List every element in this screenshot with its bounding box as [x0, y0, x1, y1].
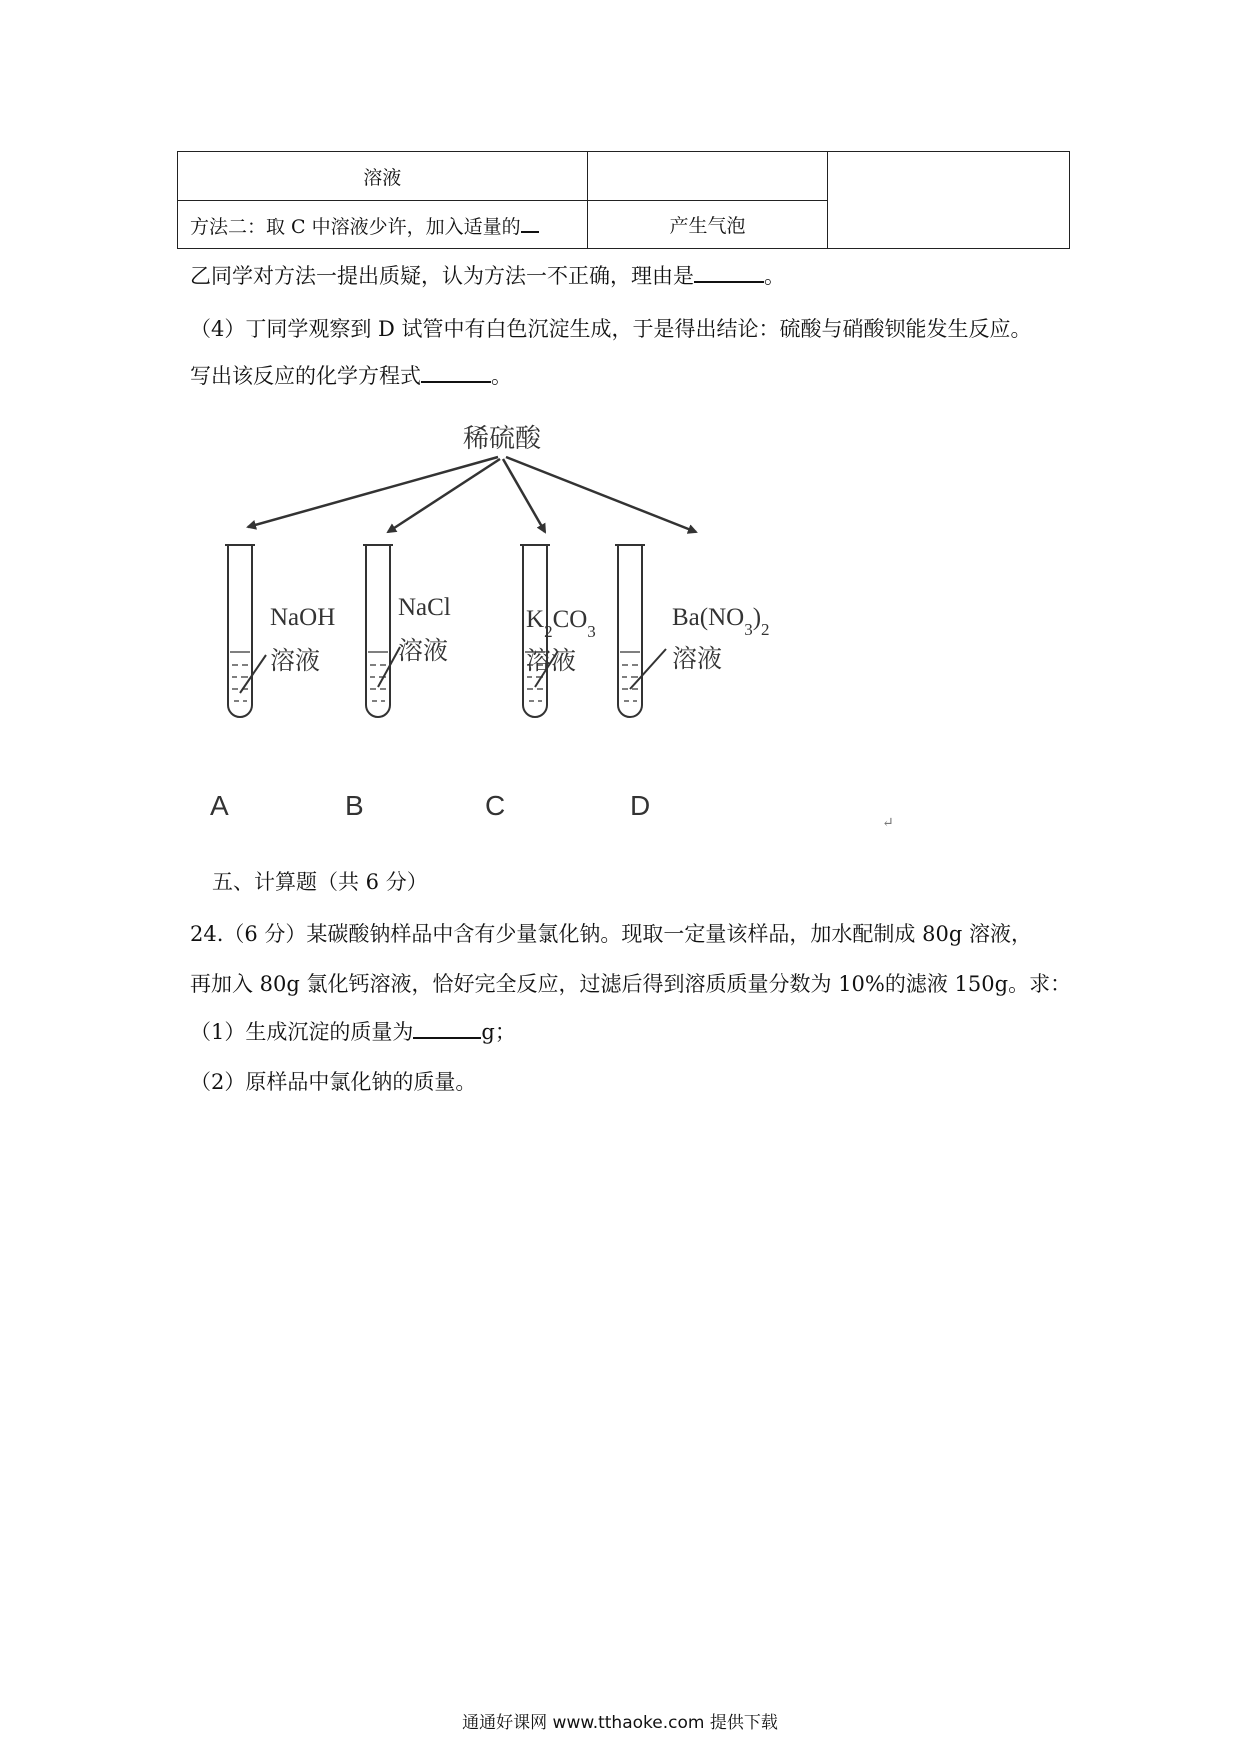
solution-label: 溶液: [398, 638, 449, 665]
solution-label: 溶液: [526, 648, 577, 675]
answer-blank: [694, 261, 764, 283]
test-tube-d: [615, 545, 770, 821]
table-cell: [828, 152, 1070, 249]
reagent-label: $K_2CO_3$: [526, 606, 596, 641]
method-two-text: 方法二：取 C 中溶液少许，加入适量的: [190, 215, 521, 238]
tube-letter: B: [345, 790, 364, 821]
tube-letter: A: [210, 790, 229, 821]
table-row: [178, 152, 1070, 201]
answer-blank: [413, 1017, 481, 1039]
table-cell: 产生气泡: [587, 201, 828, 249]
reagent-label: NaOH: [270, 604, 336, 631]
reagent-label: $Ba(NO_3)_2$: [672, 604, 770, 639]
question-line: [190, 968, 1071, 998]
table-cell: 溶液: [178, 152, 588, 201]
test-tube-c: [485, 545, 596, 821]
question-text: 写出该反应的化学方程式: [190, 364, 421, 388]
arrow-to-d: [506, 457, 696, 532]
stray-return-mark: ↵: [882, 815, 894, 831]
page-footer: 通通好课网 www.tthaoke.com 提供下载: [462, 1713, 778, 1733]
answer-blank: [421, 361, 491, 383]
solution-label: 溶液: [270, 648, 321, 675]
punctuation: 。: [491, 364, 512, 388]
question-line: [190, 313, 1032, 343]
experiment-table: [177, 151, 1070, 249]
unit-text: g；: [481, 1020, 516, 1044]
question-text: （1）生成沉淀的质量为: [190, 1020, 414, 1044]
answer-blank: [521, 211, 539, 233]
question-text: 再加入 80g 氯化钙溶液，恰好完全反应，过滤后得到溶质质量分数为 10%的滤液 150g。求：: [190, 972, 1072, 996]
table-cell: [178, 201, 588, 249]
diagram-title: 稀硫酸: [462, 424, 542, 453]
question-line: [190, 360, 512, 390]
question-text: （4）丁同学观察到 D 试管中有白色沉淀生成，于是得出结论：硫酸与硝酸钡能发生反应。: [190, 317, 1032, 341]
section-heading: [212, 866, 428, 896]
question-line: [190, 260, 785, 290]
question-line: [190, 1066, 476, 1096]
tube-letter: D: [630, 790, 651, 821]
test-tube-a: [210, 545, 335, 821]
question-text: （2）原样品中氯化钠的质量。: [190, 1070, 477, 1094]
table-cell: [587, 152, 828, 201]
solution-label: 溶液: [672, 646, 723, 673]
test-tube-b: [345, 545, 451, 821]
reagent-label: NaCl: [398, 594, 451, 621]
punctuation: 。: [764, 264, 785, 288]
tube-letter: C: [485, 790, 506, 821]
section-title: 五、计算题（共 6 分）: [212, 870, 428, 894]
question-line: [190, 918, 1032, 948]
test-tube-diagram: [210, 415, 910, 840]
question-text: 24.（6 分）某碳酸钠样品中含有少量氯化钠。现取一定量该样品，加水配制成 80g 溶液，: [190, 922, 1032, 946]
question-line: [190, 1016, 516, 1046]
arrow-to-b: [388, 459, 500, 532]
arrow-to-a: [248, 457, 498, 527]
question-text: 乙同学对方法一提出质疑，认为方法一不正确，理由是: [190, 264, 694, 288]
